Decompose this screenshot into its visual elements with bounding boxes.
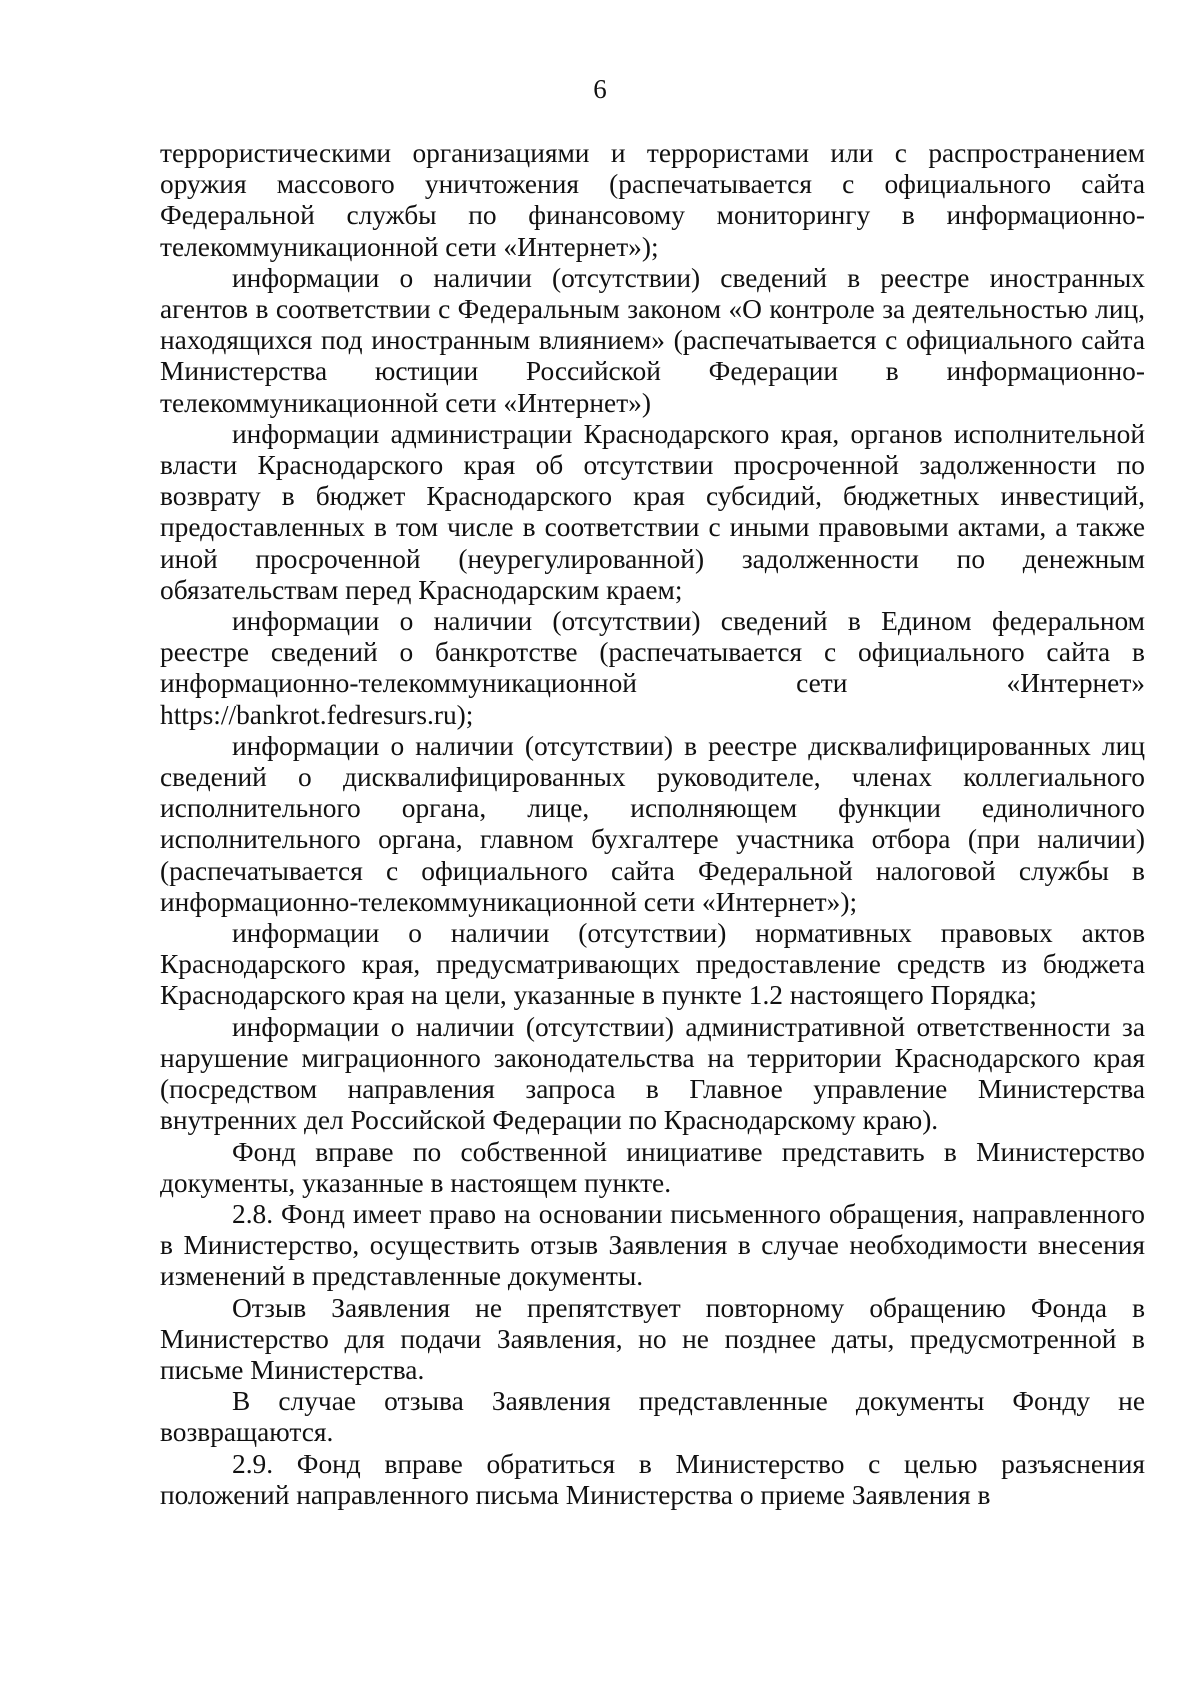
paragraph-migration: информации о наличии (отсутствии) административной ответственности за нарушение миграционного законодательства на территории Краснодарского края (посредством направления запроса в Главное управление Министерства внутренних дел Российской Федерации по Краснодарскому краю). bbox=[160, 1011, 1145, 1136]
paragraph-disqualified: информации о наличии (отсутствии) в реестре дисквалифицированных лиц сведений о дисквалифицированных руководителе, членах коллегиального исполнительного органа, лице, исполняющем функции единоличного исполнительного органа, главном бухгалтере участника отбора (при наличии) (распечатывается с официального сайта Федеральной налоговой службы в информационно-телекоммуникационной сети «Интернет»); bbox=[160, 730, 1145, 917]
paragraph-bankruptcy: информации о наличии (отсутствии) сведений в Едином федеральном реестре сведений о банкротстве (распечатывается с официального сайта в информационно-телекоммуникационной сети «Интернет» https://bankrot.fedresurs.ru); bbox=[160, 606, 1145, 730]
paragraph-foreign-agents: информации о наличии (отсутствии) сведений в реестре иностранных агентов в соответствии с Федеральным законом «О контроле за деятельностью лиц, находящихся под иностранным влиянием» (распечатывается с официального сайта Министерства юстиции Российской Федерации в информационно-телекоммуникационной сети «Интернет») bbox=[160, 262, 1145, 418]
paragraph-debt-info: информации администрации Краснодарского края, органов исполнительной власти Краснодарского края об отсутствии просроченной задолженности по возврату в бюджет Краснодарского края субсидий, бюджетных инвестиций, предоставленных в том числе в соответствии с иными правовыми актами, а также иной просроченной (неурегулированной) задолженности по денежным обязательствам перед Краснодарским краем; bbox=[160, 418, 1145, 605]
paragraph-withdrawal: Отзыв Заявления не препятствует повторному обращению Фонда в Министерство для подачи Заявления, но не позднее даты, предусмотренной в письме Министерства. bbox=[160, 1292, 1145, 1385]
paragraph-normative-acts: информации о наличии (отсутствии) нормативных правовых актов Краснодарского края, предусматривающих предоставление средств из бюджета Краснодарского края на цели, указанные в пункте 1.2 настоящего Порядка; bbox=[160, 918, 1145, 1011]
page-number: 6 bbox=[593, 74, 607, 104]
document-body bbox=[160, 138, 1145, 1511]
paragraph-section-2-9: 2.9. Фонд вправе обратиться в Министерство с целью разъяснения положений направленного письма Министерства о приеме Заявления в bbox=[160, 1448, 1145, 1510]
paragraph-own-initiative: Фонд вправе по собственной инициативе представить в Министерство документы, указанные в настоящем пункте. bbox=[160, 1136, 1145, 1198]
paragraph-documents-not-returned: В случае отзыва Заявления представленные документы Фонду не возвращаются. bbox=[160, 1386, 1145, 1448]
paragraph-section-2-8: 2.8. Фонд имеет право на основании письменного обращения, направленного в Министерство, осуществить отзыв Заявления в случае необходимости внесения изменений в представленные документы. bbox=[160, 1198, 1145, 1292]
paragraph-continuation: террористическими организациями и террористами или с распространением оружия массового уничтожения (распечатывается с официального сайта Федеральной службы по финансовому мониторингу в информационно-телекоммуникационной сети «Интернет»); bbox=[160, 138, 1145, 262]
